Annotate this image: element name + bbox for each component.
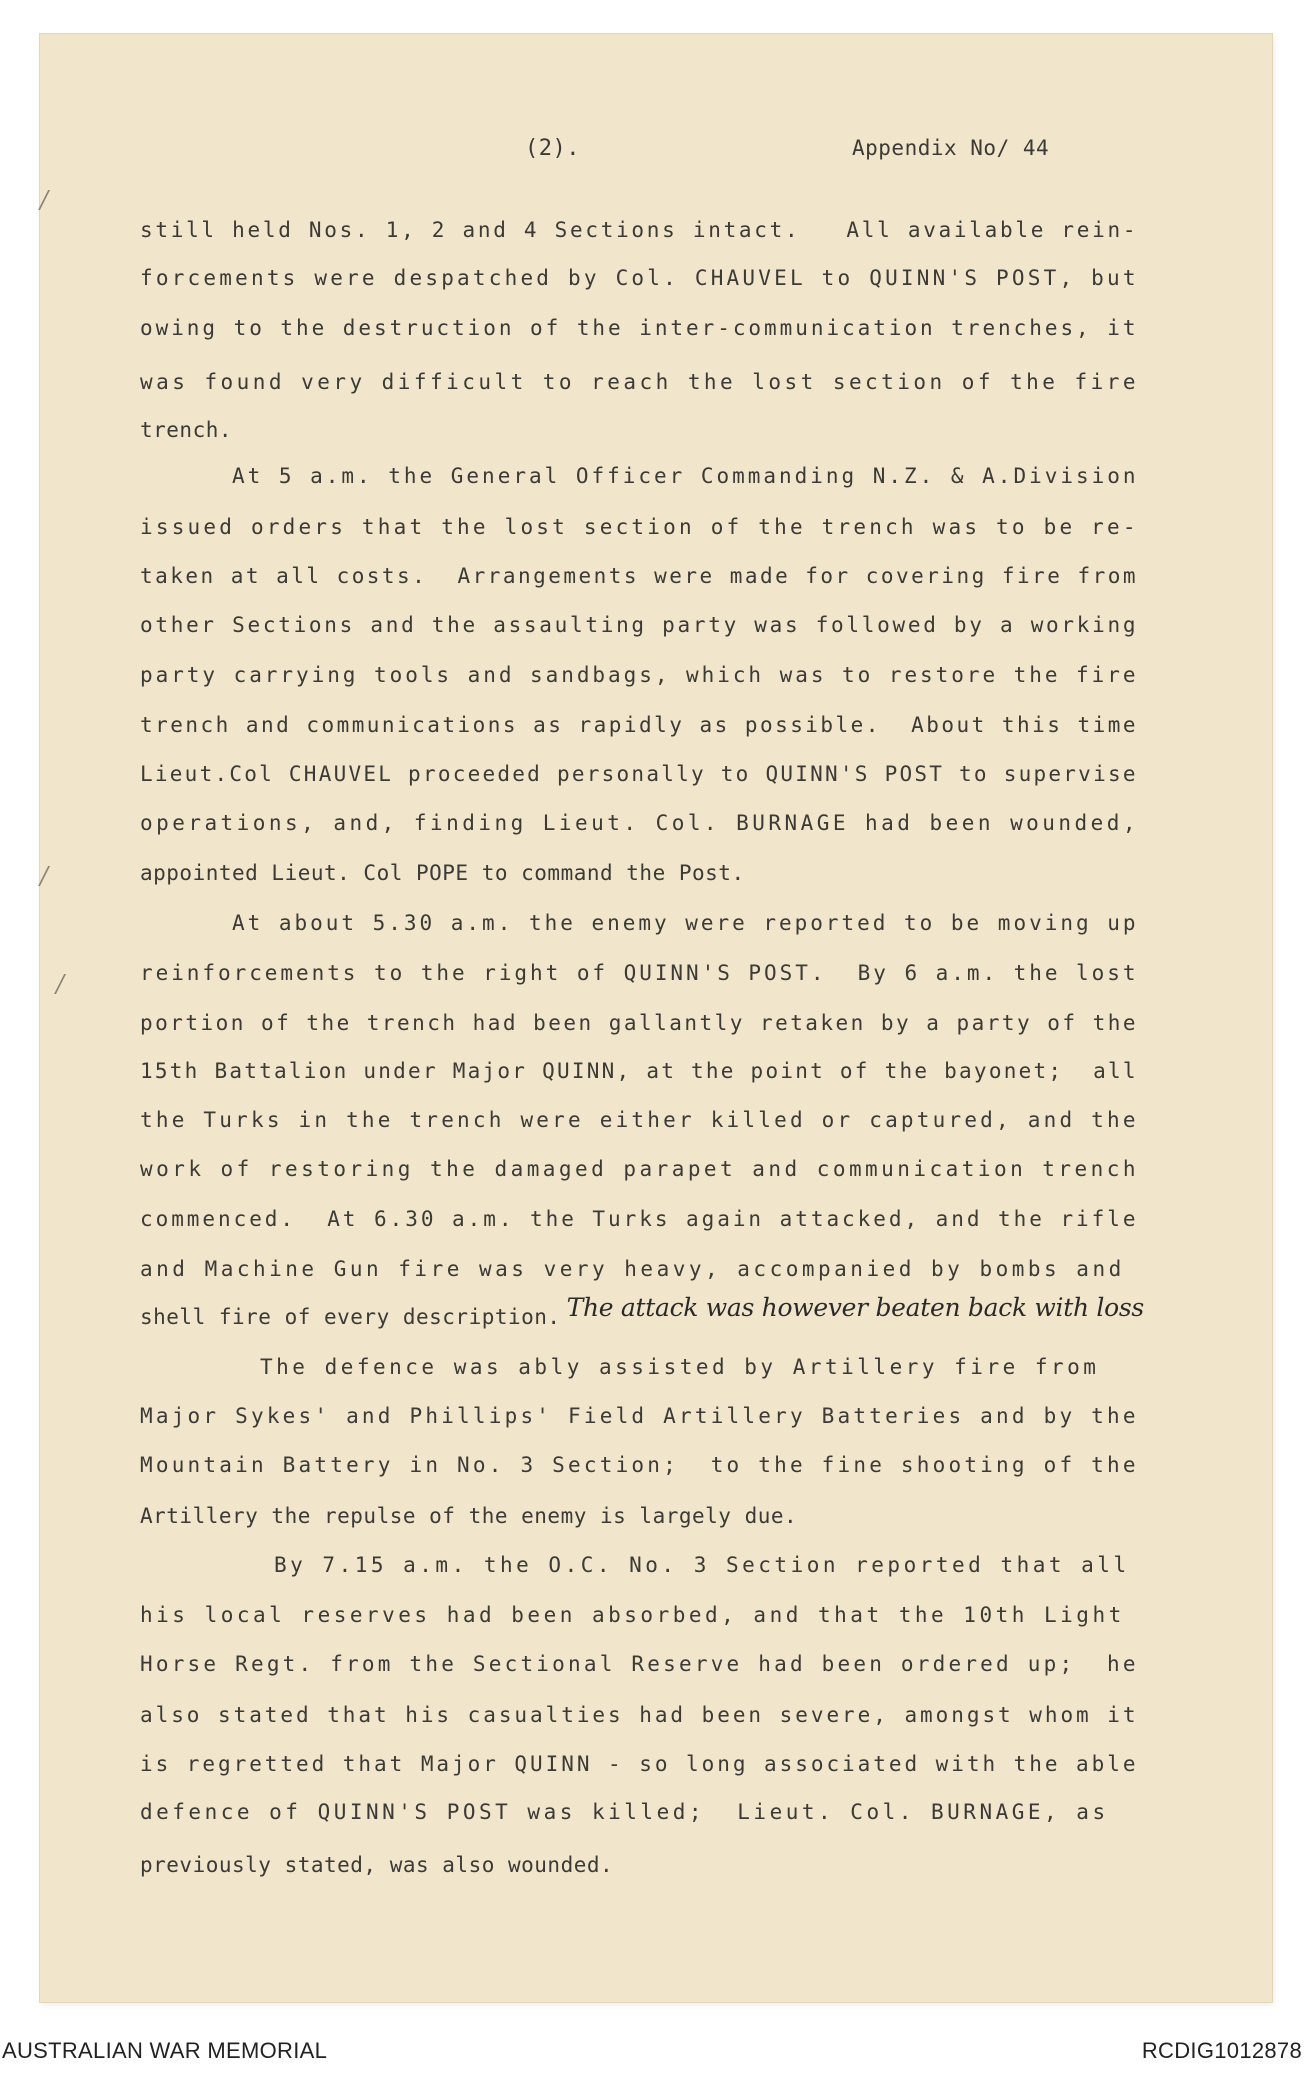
- margin-tick-mark: /: [40, 186, 49, 214]
- margin-tick-mark: /: [40, 862, 49, 890]
- typed-line: appointed Lieut. Col POPE to command the Post.: [140, 861, 745, 885]
- typed-line: portion of the trench had been gallantly retaken by a party of the: [140, 1011, 1138, 1035]
- margin-tick-mark: /: [56, 970, 65, 998]
- typed-line: owing to the destruction of the inter-communication trenches, it: [140, 316, 1139, 340]
- typed-line: is regretted that Major QUINN - so long associated with the able: [140, 1752, 1139, 1776]
- typed-line: trench.: [140, 418, 233, 442]
- typed-line: party carrying tools and sandbags, which was to restore the fire: [140, 663, 1139, 687]
- typed-line: At about 5.30 a.m. the enemy were reported to be moving up: [232, 911, 1139, 935]
- footer-institution: AUSTRALIAN WAR MEMORIAL: [2, 2038, 328, 2063]
- typed-line: work of restoring the damaged parapet and communication trench: [140, 1157, 1139, 1181]
- typed-line: Horse Regt. from the Sectional Reserve had been ordered up; he: [140, 1652, 1139, 1676]
- typed-line: also stated that his casualties had been severe, amongst whom it: [140, 1703, 1139, 1727]
- page-number: (2).: [525, 136, 580, 161]
- handwritten-annotation: The attack was however beaten back with loss: [566, 1293, 1144, 1322]
- typed-line: still held Nos. 1, 2 and 4 Sections intact. All available rein-: [140, 218, 1139, 242]
- typed-line: shell fire of every description.: [140, 1305, 561, 1329]
- typed-line: his local reserves had been absorbed, and that the 10th Light: [140, 1603, 1125, 1627]
- typed-line: Artillery the repulse of the enemy is largely due.: [140, 1504, 798, 1528]
- typed-line: taken at all costs. Arrangements were made for covering fire from: [140, 564, 1138, 588]
- typed-line: At 5 a.m. the General Officer Commanding N.Z. & A.Division: [232, 464, 1139, 488]
- typed-line: commenced. At 6.30 a.m. the Turks again attacked, and the rifle: [140, 1207, 1139, 1231]
- typed-line: previously stated, was also wounded.: [140, 1853, 614, 1877]
- typed-line: defence of QUINN'S POST was killed; Lieut. Col. BURNAGE, as: [140, 1800, 1109, 1824]
- typed-line: trench and communications as rapidly as possible. About this time: [140, 713, 1138, 737]
- typed-line: issued orders that the lost section of the trench was to be re-: [140, 515, 1139, 539]
- typed-line: other Sections and the assaulting party was followed by a working: [140, 613, 1139, 637]
- footer-reference-id: RCDIG1012878: [1141, 2038, 1302, 2063]
- typed-line: Mountain Battery in No. 3 Section; to the fine shooting of the: [140, 1453, 1139, 1477]
- typed-line: reinforcements to the right of QUINN'S POST. By 6 a.m. the lost: [140, 961, 1139, 985]
- typed-line: The defence was ably assisted by Artillery fire from: [260, 1355, 1100, 1379]
- typed-line: Lieut.Col CHAUVEL proceeded personally to QUINN'S POST to supervise: [140, 762, 1138, 786]
- typed-line: By 7.15 a.m. the O.C. No. 3 Section reported that all: [274, 1553, 1130, 1577]
- typed-line: the Turks in the trench were either killed or captured, and the: [140, 1108, 1139, 1132]
- appendix-label: Appendix No/ 44: [852, 136, 1050, 160]
- typed-line: 15th Battalion under Major QUINN, at the point of the bayonet; all: [140, 1059, 1138, 1083]
- typed-line: and Machine Gun fire was very heavy, accompanied by bombs and: [140, 1257, 1125, 1281]
- typed-line: operations, and, finding Lieut. Col. BURNAGE had been wounded,: [140, 811, 1139, 835]
- typed-line: forcements were despatched by Col. CHAUVEL to QUINN'S POST, but: [140, 266, 1139, 290]
- typed-line: was found very difficult to reach the lost section of the fire: [140, 370, 1139, 394]
- typed-line: Major Sykes' and Phillips' Field Artillery Batteries and by the: [140, 1404, 1139, 1428]
